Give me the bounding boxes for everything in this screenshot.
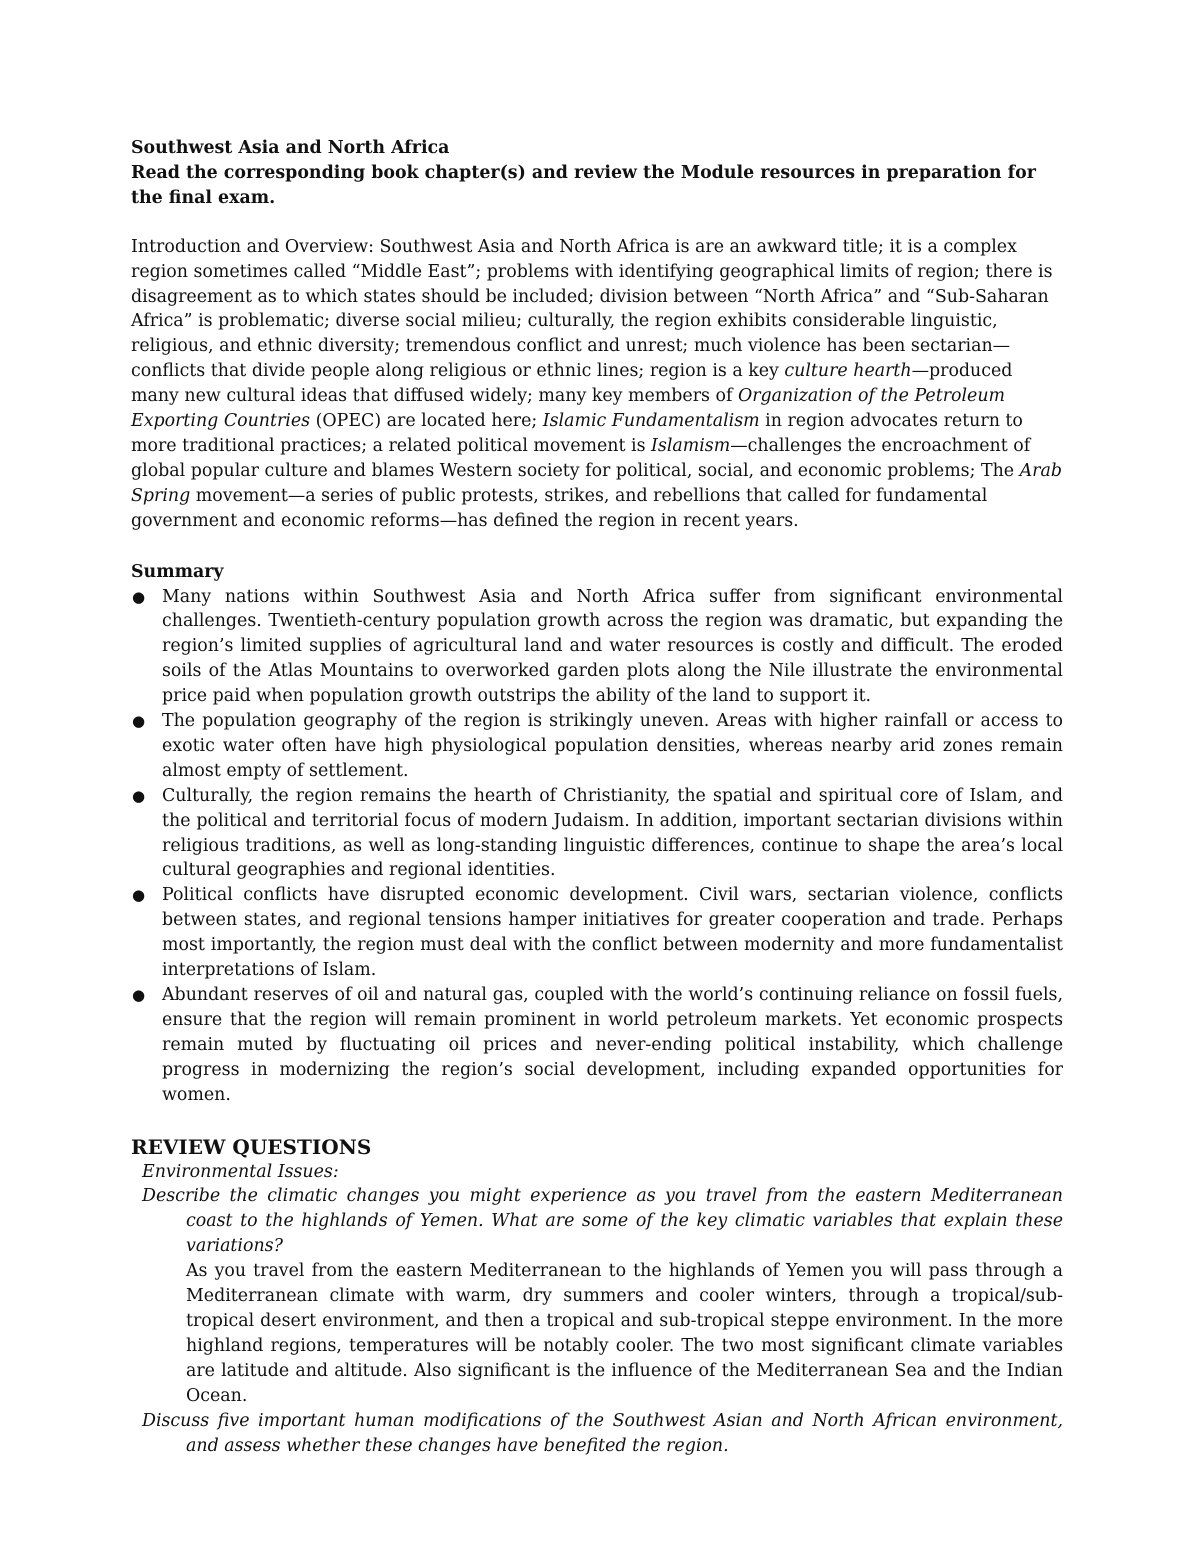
document-instruction: Read the corresponding book chapter(s) and review the Module resources in preparation for the final exam. [131,162,1036,208]
bullet-icon: ● [132,712,146,731]
review-questions-heading: REVIEW QUESTIONS [131,1134,372,1159]
summary-item-text: Abundant reserves of oil and natural gas, coupled with the world’s continuing reliance on fossil fuels, ensure that the region will remain prominent in world petroleum markets. Yet economic prospects remain muted by fluctuating oil prices and never-ending political instability, which challenge progress in modernizing the region’s social development, including expanded opportunities for women. [162,985,1063,1105]
summary-list [131,585,1063,1108]
intro-text-1: Introduction and Overview: Southwest Asia and North Africa is are an awkward title; it is a complex region sometimes called “Middle East”; problems with identifying geographical limits of region; there is disagreement as to which states should be included; division between “North Africa” and “Sub-Saharan Africa” is problematic; diverse social milieu; culturally, the region exhibits considerable linguistic, religious, and ethnic diversity; tremendous conflict and unrest; much violence has been sectarian—conflicts that divide people along religious or ethnic lines; region is a key [131,236,1053,382]
bullet-icon: ● [132,587,146,606]
document-title-text: Southwest Asia and North Africa [131,138,450,158]
summary-item-text: Culturally, the region remains the hearth of Christianity, the spatial and spiritual core of Islam, and the political and territorial focus of modern Judaism. In addition, important sectarian divisions within religious traditions, as well as long-standing linguistic differences, continue to shape the area’s local cultural geographies and regional identities. [162,785,1063,881]
summary-item-text: Many nations within Southwest Asia and North Africa suffer from significant environmental challenges. Twentieth-century population growth across the region was dramatic, but expanding the region’s limited supplies of agricultural land and water resources is costly and difficult. The eroded soils of the Atlas Mountains to overworked garden plots along the Nile illustrate the environmental price paid when population growth outstrips the ability of the land to support it. [162,586,1063,707]
review-answer-1: As you travel from the eastern Mediterranean to the highlands of Yemen you will pass through a Mediterranean climate with warm, dry summers and cooler winters, through a tropical/sub-tropical desert environment, and then a tropical and sub-tropical steppe environment. In the more highland regions, temperatures will be notably cooler. The two most significant climate variables are latitude and altitude. Also significant is the influence of the Mediterranean Sea and the Indian Ocean. [186,1261,1063,1406]
document-page [131,136,1063,1458]
intro-text-4: in region advocates return to more traditional practices; a related political movement is [131,411,1023,456]
bullet-icon: ● [132,886,146,905]
introduction-paragraph [131,235,1063,534]
review-category: Environmental Issues: [142,1161,339,1182]
intro-term-arab-spring: Arab Spring [131,460,1062,506]
intro-term-islamism: Islamism [651,435,731,456]
intro-text-5: —challenges the encroachment of global popular culture and blames Western society for political, social, and economic problems; The [131,435,1031,481]
intro-term-opec: Organization of the Petroleum Exporting Countries [131,386,1006,432]
intro-term-islamic-fundamentalism: Islamic Fundamentalism [542,411,760,432]
summary-item [131,983,1063,1108]
bullet-icon: ● [132,786,146,805]
intro-text-3: (OPEC) are located here; [310,411,543,432]
summary-item-text: The population geography of the region is strikingly uneven. Areas with higher rainfall or access to exotic water often have high physiological population densities, whereas nearby arid zones remain almost empty of settlement. [162,711,1063,781]
review-question-1: Describe the climatic changes you might experience as you travel from the eastern Mediterranean coast to the highlands of Yemen. What are some of the key climatic variables that explain these variations? [142,1186,1063,1257]
summary-item [131,709,1063,784]
summary-heading: Summary [131,561,224,582]
summary-item [131,883,1063,983]
intro-text-2: —produced many new cultural ideas that diffused widely; many key members of [131,361,1013,407]
review-question-2: Discuss five important human modifications of the Southwest Asian and North African environment, and assess whether these changes have benefited the region. [142,1410,1063,1456]
intro-term-culture-hearth: culture hearth [784,361,912,382]
document-title [131,136,1063,211]
bullet-icon: ● [132,986,146,1004]
summary-item-text: Political conflicts have disrupted economic development. Civil wars, sectarian violence, conflicts between states, and regional tensions hamper initiatives for greater cooperation and trade. Perhaps most importantly, the region must deal with the conflict between modernity and more fundamentalist interpretations of Islam. [162,885,1063,981]
summary-item [131,585,1063,710]
summary-item [131,784,1063,884]
intro-text-6: movement—a series of public protests, strikes, and rebellions that called for fundamental government and economic reforms—has defined the region in recent years. [131,485,988,531]
